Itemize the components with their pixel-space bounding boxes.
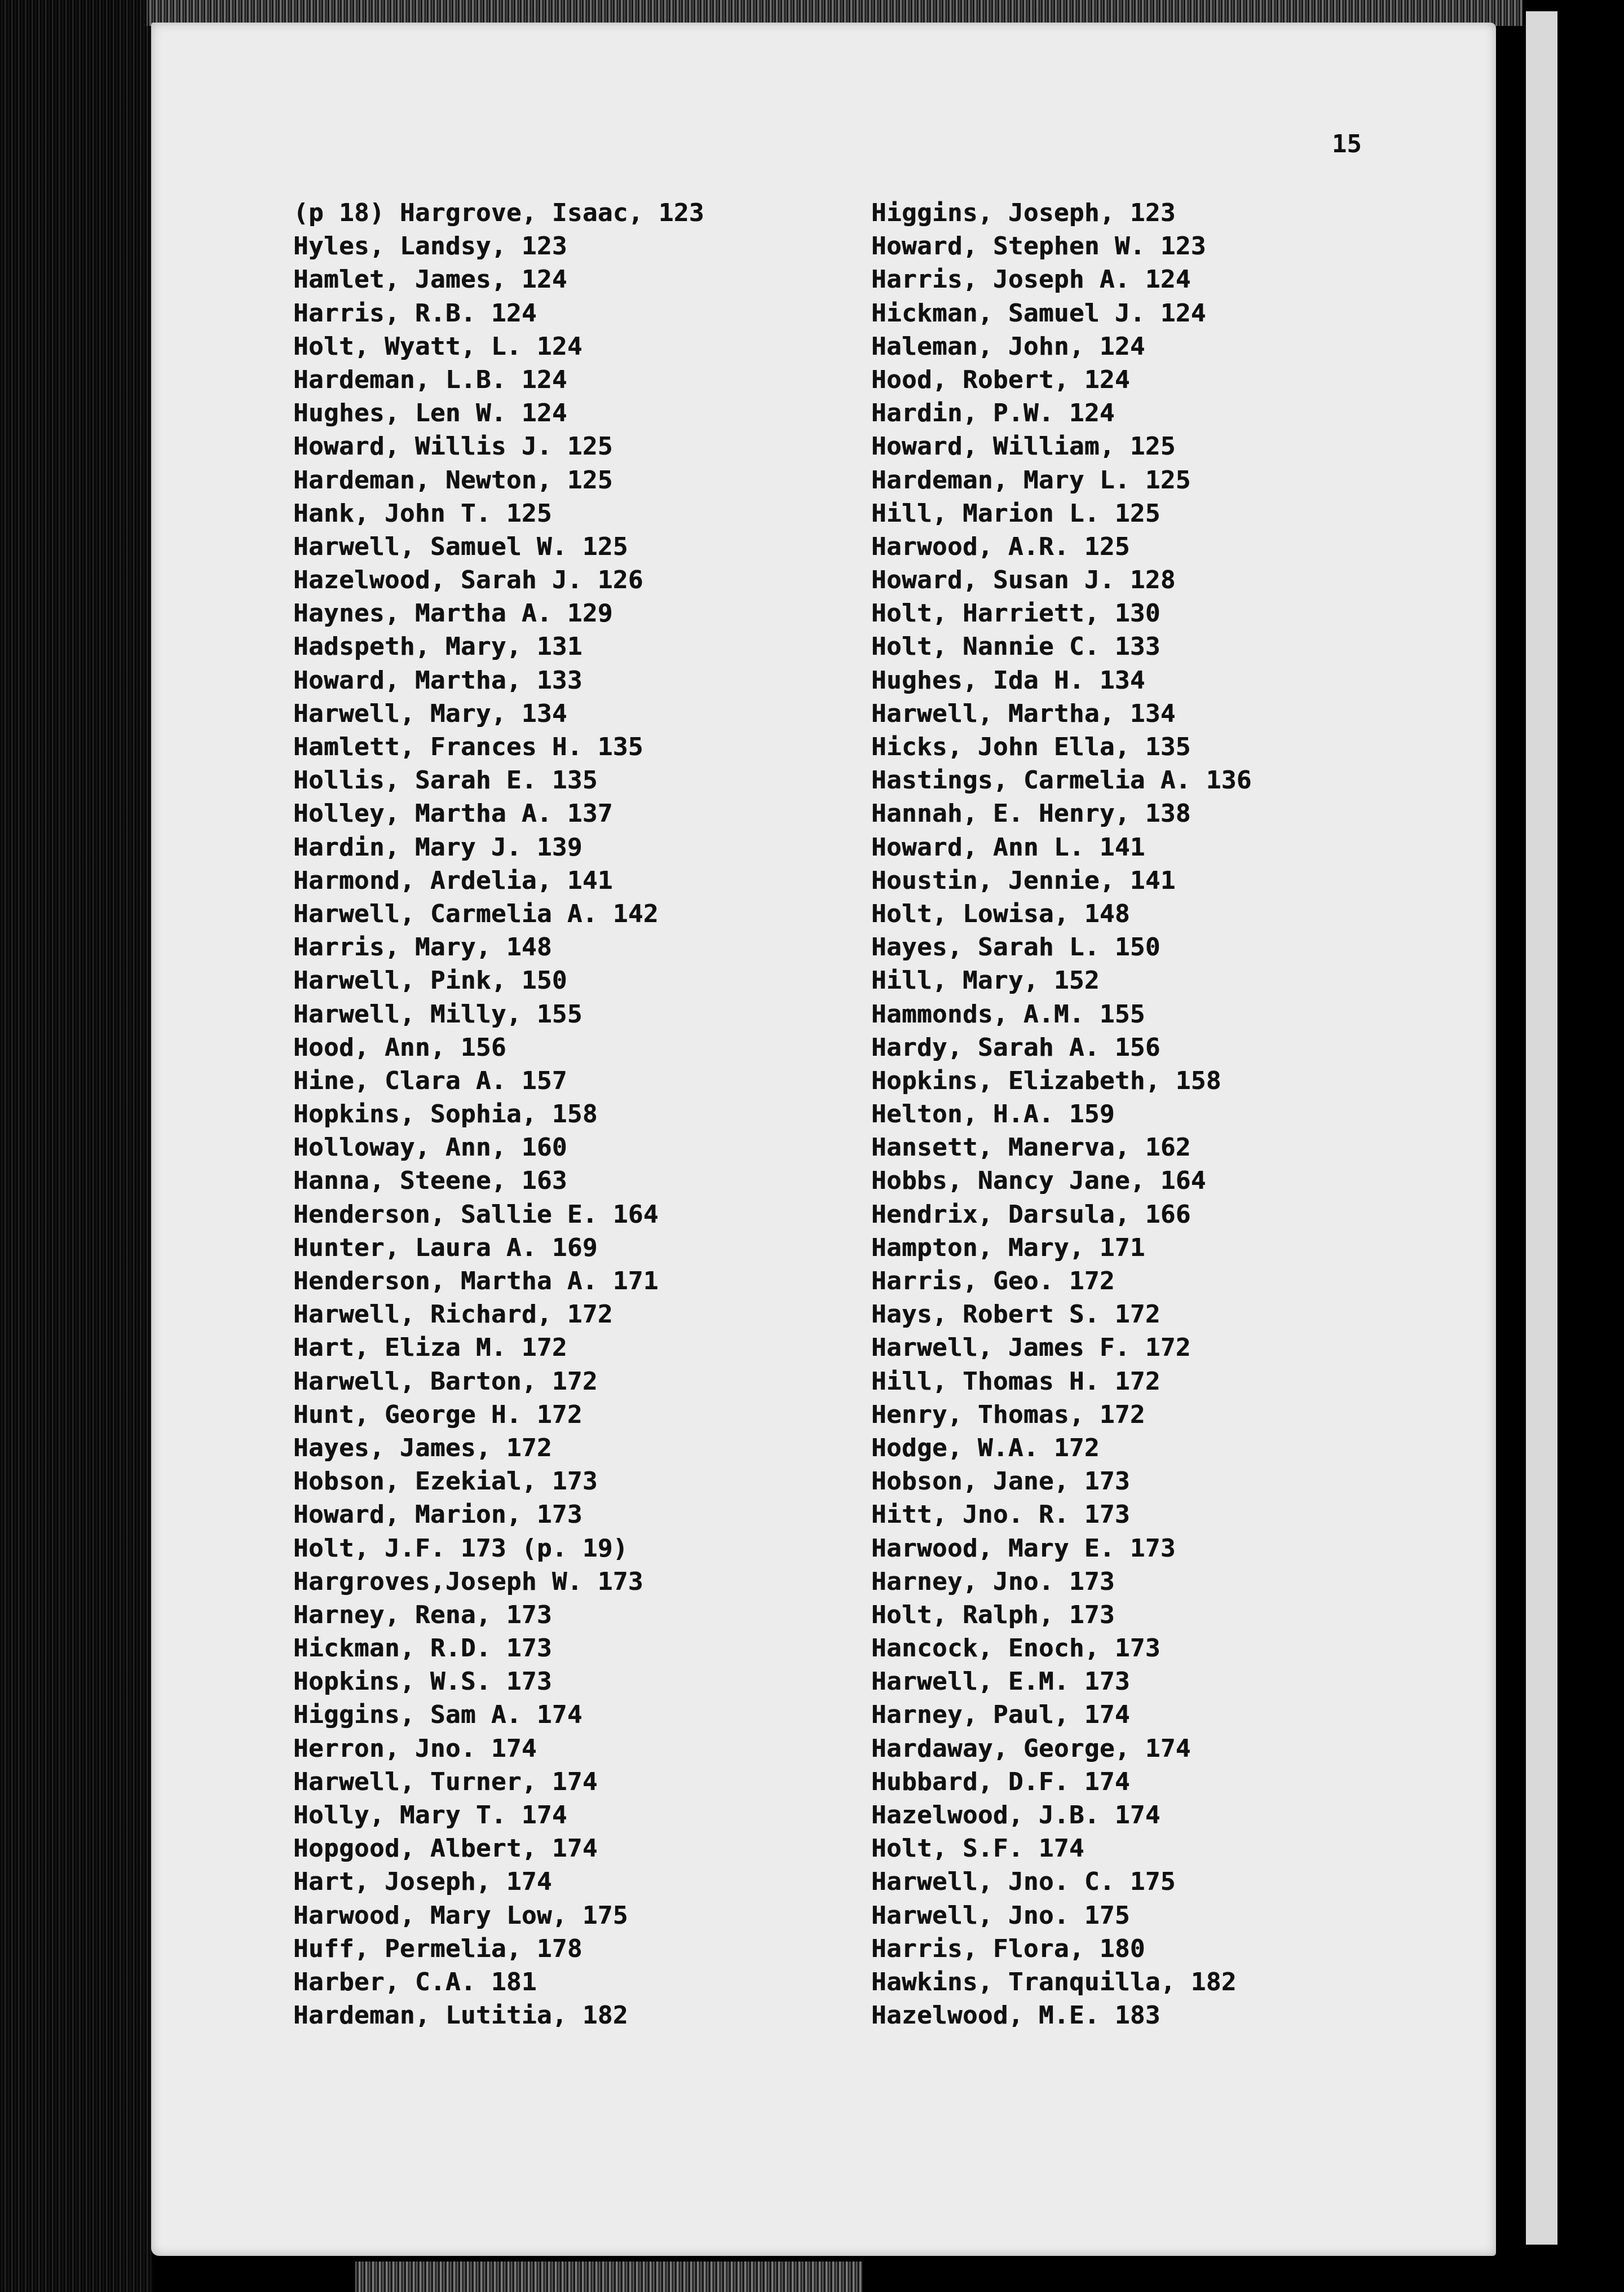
index-entry: Hughes, Ida H. 134 [871, 665, 1145, 695]
index-entry: Harwell, Turner, 174 [293, 1767, 598, 1796]
index-entry: Hamlet, James, 124 [293, 265, 567, 294]
index-entry: Harwood, A.R. 125 [871, 532, 1130, 561]
index-entry: Harris, Geo. 172 [871, 1267, 1115, 1295]
index-column-left [293, 196, 914, 2046]
index-entry: Hansett, Manerva, 162 [871, 1133, 1191, 1162]
index-entry: Higgins, Joseph, 123 [871, 199, 1176, 227]
index-entry: Hobson, Ezekial, 173 [293, 1467, 598, 1496]
index-entry: Hart, Joseph, 174 [293, 1867, 552, 1897]
index-entry: Harwell, Milly, 155 [293, 999, 582, 1029]
index-entry: Harris, Joseph A. 124 [871, 265, 1191, 294]
index-entry: Harwood, Mary Low, 175 [293, 1901, 628, 1930]
index-entry: Hanna, Steene, 163 [293, 1166, 567, 1196]
index-entry: Hayes, James, 172 [293, 1433, 552, 1462]
index-entry: Helton, H.A. 159 [871, 1100, 1115, 1129]
index-entry: Holt, Nannie C. 133 [871, 632, 1160, 662]
index-entry: Harwell, Martha, 134 [871, 699, 1176, 728]
page-number: 15 [1332, 130, 1362, 158]
index-entry: Hitt, Jno. R. 173 [871, 1500, 1130, 1530]
index-entry: Harney, Paul, 174 [871, 1700, 1130, 1730]
index-entry: Harwood, Mary E. 173 [871, 1533, 1176, 1563]
index-entry: Huff, Permelia, 178 [293, 1934, 582, 1963]
index-entry: Hood, Robert, 124 [871, 365, 1130, 394]
index-entry: Harwell, Richard, 172 [293, 1300, 613, 1329]
index-entry: Holt, Lowisa, 148 [871, 899, 1130, 928]
index-entry: Hancock, Enoch, 173 [871, 1634, 1160, 1663]
index-entry: Hazelwood, J.B. 174 [871, 1801, 1160, 1830]
index-entry: Harwell, Mary, 134 [293, 699, 567, 728]
index-entry: Howard, Marion, 173 [293, 1500, 582, 1530]
index-entry: Hickman, R.D. 173 [293, 1634, 552, 1663]
index-entry: Herron, Jno. 174 [293, 1734, 537, 1763]
index-entry: Hopkins, Sophia, 158 [293, 1100, 598, 1129]
index-entry: Howard, William, 125 [871, 432, 1176, 461]
index-entry: Harwell, Jno. 175 [871, 1901, 1130, 1930]
index-entry: Harber, C.A. 181 [293, 1967, 537, 1996]
index-entry: Harwell, James F. 172 [871, 1333, 1191, 1363]
index-entry: Harmond, Ardelia, 141 [293, 866, 613, 895]
index-entry: Hart, Eliza M. 172 [293, 1333, 567, 1363]
index-entry: Harwell, Barton, 172 [293, 1367, 598, 1396]
index-entry: Hill, Marion L. 125 [871, 499, 1160, 528]
index-entry: Higgins, Sam A. 174 [293, 1700, 582, 1730]
index-entry: Hardeman, Mary L. 125 [871, 465, 1191, 495]
scan-border-left [0, 0, 152, 2292]
index-entry: Hannah, E. Henry, 138 [871, 799, 1191, 828]
index-entry: Hood, Ann, 156 [293, 1033, 506, 1062]
index-entry: Howard, Susan J. 128 [871, 566, 1176, 595]
index-entry: Hyles, Landsy, 123 [293, 232, 567, 261]
index-entry: Holly, Mary T. 174 [293, 1801, 567, 1830]
index-entry: Hardin, Mary J. 139 [293, 832, 582, 862]
index-entry: Harwell, Samuel W. 125 [293, 532, 628, 561]
index-entry: Hays, Robert S. 172 [871, 1300, 1160, 1329]
index-entry: Harwell, Jno. C. 175 [871, 1867, 1176, 1897]
index-entry: Hargroves,Joseph W. 173 [293, 1567, 643, 1596]
index-entry: Holley, Martha A. 137 [293, 799, 613, 828]
index-entry: Hammonds, A.M. 155 [871, 999, 1145, 1029]
index-entry: Hardeman, Newton, 125 [293, 465, 613, 495]
index-entry: Hopkins, W.S. 173 [293, 1667, 552, 1696]
index-entry: Houstin, Jennie, 141 [871, 866, 1176, 895]
index-entry: Henderson, Martha A. 171 [293, 1267, 659, 1295]
index-entry: Holloway, Ann, 160 [293, 1133, 567, 1162]
index-entry: Howard, Martha, 133 [293, 665, 582, 695]
index-entry: Hank, John T. 125 [293, 499, 552, 528]
index-entry: Hobson, Jane, 173 [871, 1467, 1130, 1496]
index-entry: Holt, Harriett, 130 [871, 599, 1160, 628]
index-entry: Hughes, Len W. 124 [293, 399, 567, 428]
index-entry: Holt, Ralph, 173 [871, 1600, 1115, 1629]
index-entry: Hazelwood, M.E. 183 [871, 2001, 1160, 2030]
index-entry: Henry, Thomas, 172 [871, 1400, 1145, 1429]
index-entry: Harwell, Pink, 150 [293, 966, 567, 995]
index-entry: Hazelwood, Sarah J. 126 [293, 566, 643, 595]
index-entry: Hill, Mary, 152 [871, 966, 1100, 995]
index-entry: Hunter, Laura A. 169 [293, 1233, 598, 1262]
index-entry: Hodge, W.A. 172 [871, 1433, 1100, 1462]
index-entry: Hollis, Sarah E. 135 [293, 766, 598, 795]
index-entry: Hardin, P.W. 124 [871, 399, 1115, 428]
index-entry: Hendrix, Darsula, 166 [871, 1200, 1191, 1229]
index-entry: Holt, Wyatt, L. 124 [293, 332, 582, 361]
index-entry: Hill, Thomas H. 172 [871, 1367, 1160, 1396]
index-entry: Hobbs, Nancy Jane, 164 [871, 1166, 1206, 1196]
index-entry: Hardaway, George, 174 [871, 1734, 1191, 1763]
index-entry: Hicks, John Ella, 135 [871, 733, 1191, 761]
index-entry: Hubbard, D.F. 174 [871, 1767, 1130, 1796]
index-entry: Howard, Stephen W. 123 [871, 232, 1206, 261]
index-entry: Hawkins, Tranquilla, 182 [871, 1967, 1237, 1996]
index-entry: Harris, Mary, 148 [293, 933, 552, 962]
index-entry: Hardeman, L.B. 124 [293, 365, 567, 394]
index-entry: Hickman, Samuel J. 124 [871, 298, 1206, 328]
index-entry: Harwell, E.M. 173 [871, 1667, 1130, 1696]
index-entry: Harney, Rena, 173 [293, 1600, 552, 1629]
index-column-right [871, 196, 1491, 2046]
index-entry: Hine, Clara A. 157 [293, 1066, 567, 1095]
index-entry: Hardeman, Lutitia, 182 [293, 2001, 628, 2030]
index-entry: Hardy, Sarah A. 156 [871, 1033, 1160, 1062]
index-entry: (p 18) Hargrove, Isaac, 123 [293, 199, 704, 227]
index-entry: Hopgood, Albert, 174 [293, 1834, 598, 1863]
index-entry: Howard, Willis J. 125 [293, 432, 613, 461]
index-entry: Haynes, Martha A. 129 [293, 599, 613, 628]
index-entry: Hadspeth, Mary, 131 [293, 632, 582, 662]
index-entry: Hopkins, Elizabeth, 158 [871, 1066, 1221, 1095]
index-entry: Holt, J.F. 173 (p. 19) [293, 1533, 628, 1563]
index-entry: Harwell, Carmelia A. 142 [293, 899, 659, 928]
index-entry: Hayes, Sarah L. 150 [871, 933, 1160, 962]
index-entry: Haleman, John, 124 [871, 332, 1145, 361]
index-entry: Harris, Flora, 180 [871, 1934, 1145, 1963]
index-entry: Hastings, Carmelia A. 136 [871, 766, 1252, 795]
index-entry: Henderson, Sallie E. 164 [293, 1200, 659, 1229]
index-entry: Harris, R.B. 124 [293, 298, 537, 328]
index-entry: Hamlett, Frances H. 135 [293, 733, 643, 761]
index-entry: Hunt, George H. 172 [293, 1400, 582, 1429]
index-entry: Holt, S.F. 174 [871, 1834, 1084, 1863]
index-entry: Harney, Jno. 173 [871, 1567, 1115, 1596]
index-entry: Howard, Ann L. 141 [871, 832, 1145, 862]
index-entry: Hampton, Mary, 171 [871, 1233, 1145, 1262]
scan-border-bottom [355, 2262, 863, 2292]
scan-border-right [1522, 11, 1557, 2245]
